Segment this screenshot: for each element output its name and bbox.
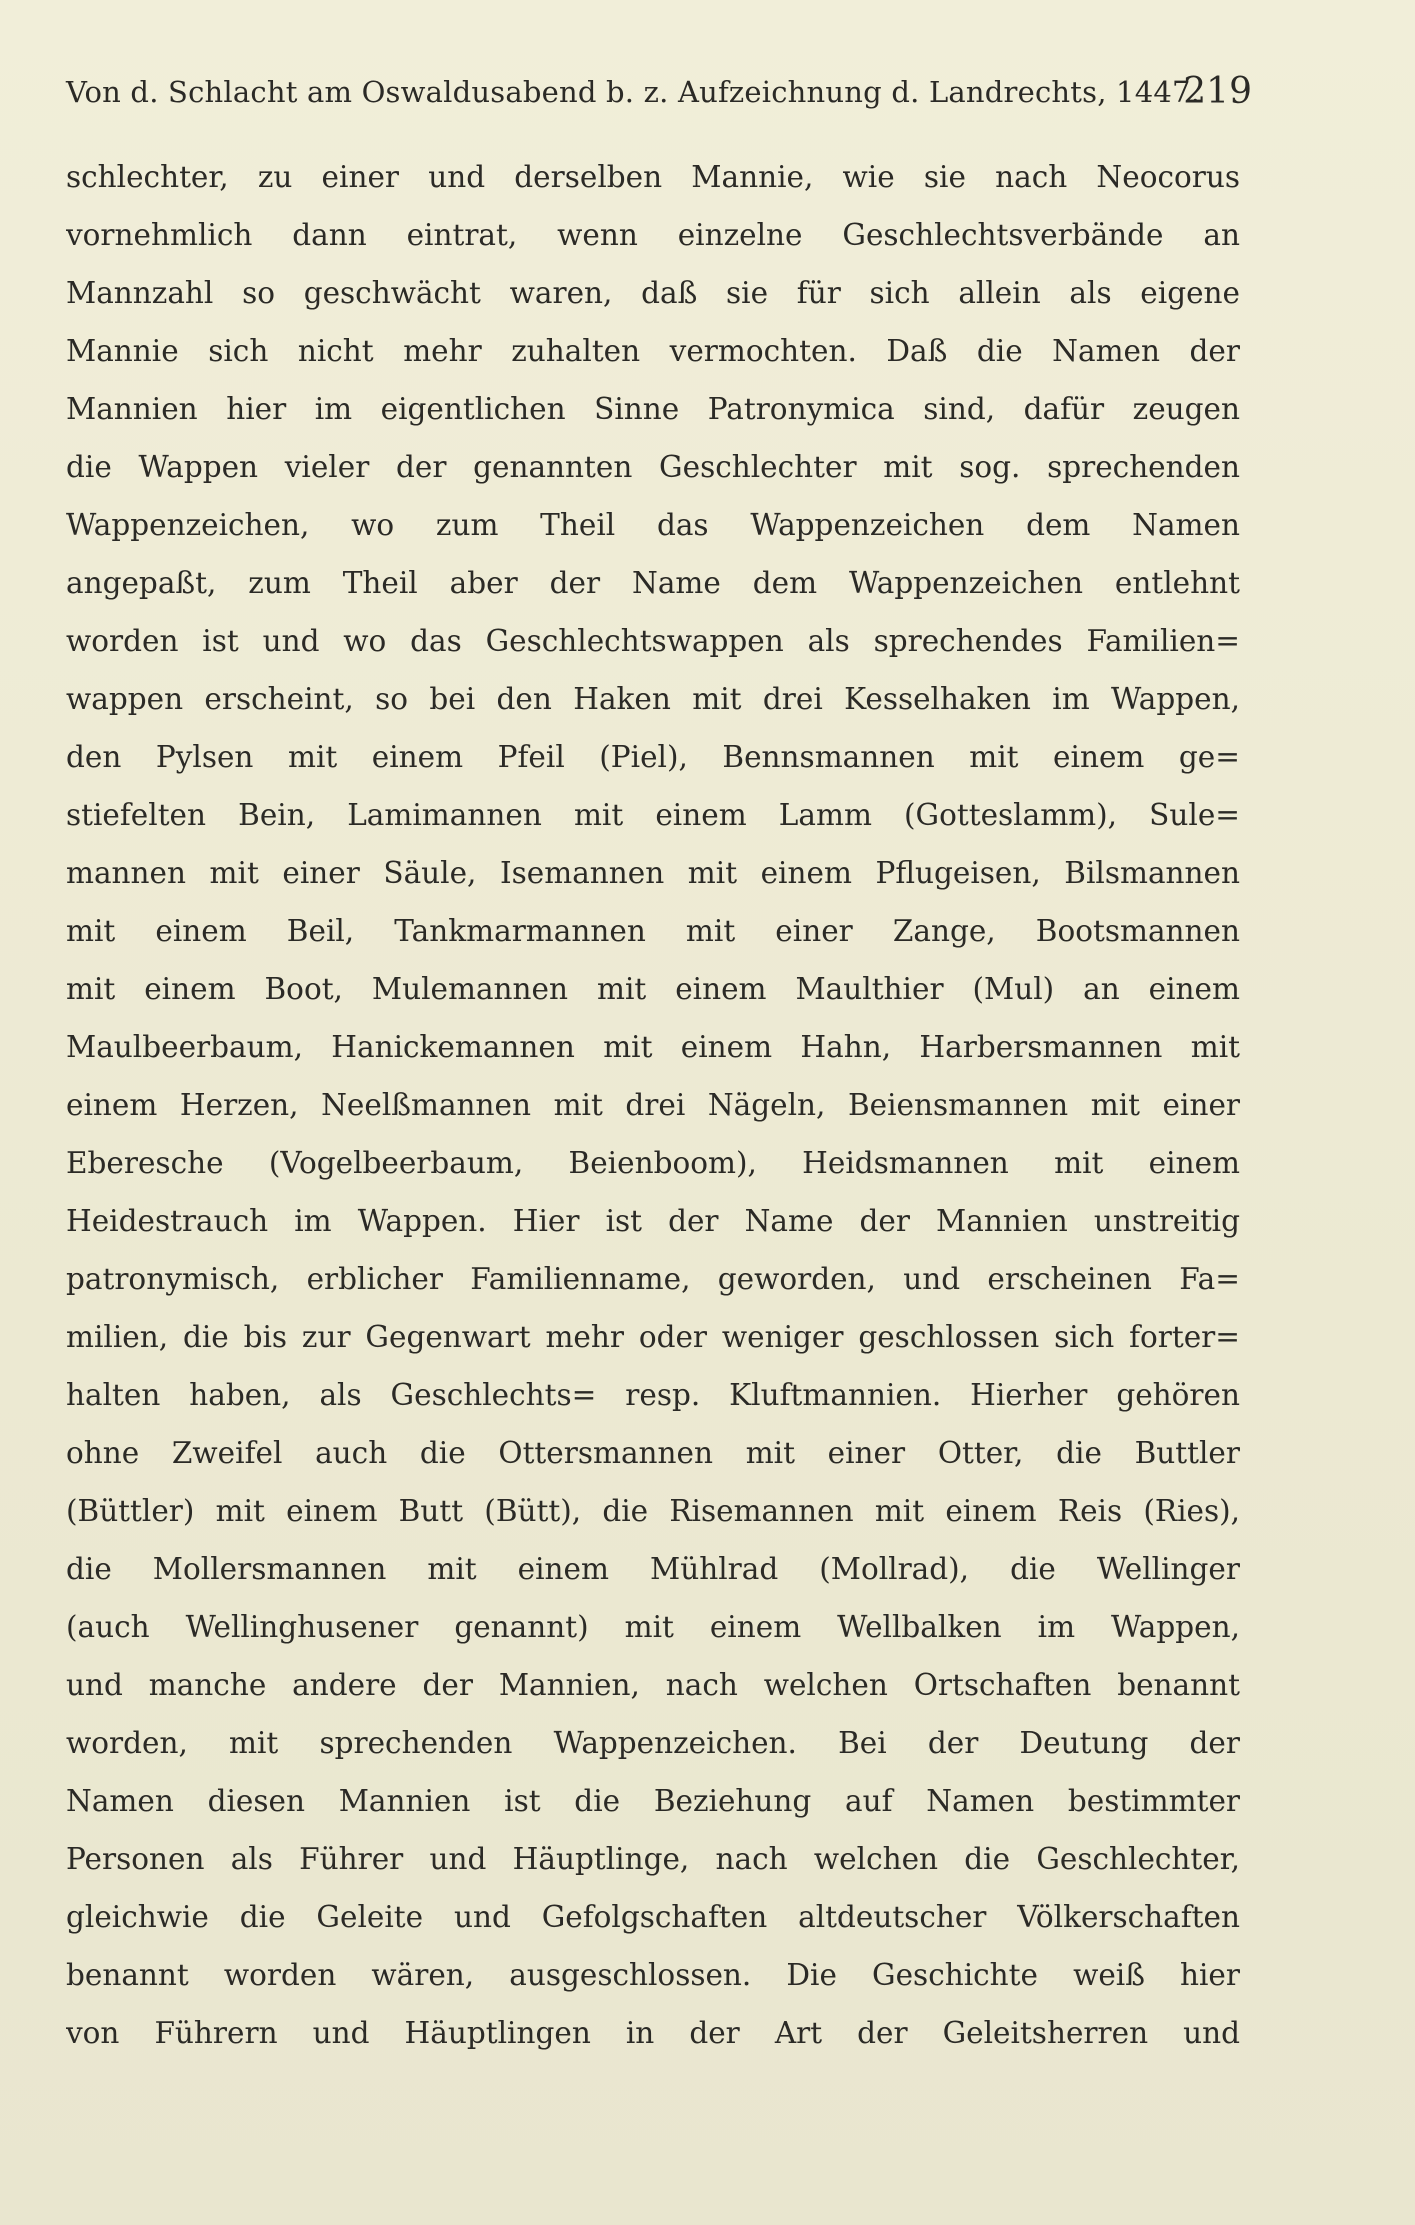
text-line: mit einem Boot, Mulemannen mit einem Maulthier (Mul) an einem xyxy=(66,972,1240,1006)
page-number: 219 xyxy=(1183,71,1252,112)
text-line: Mannzahl so geschwächt waren, daß sie für sich allein als eigene xyxy=(66,276,1240,310)
text-line: Wappenzeichen, wo zum Theil das Wappenzeichen dem Namen xyxy=(66,508,1240,542)
text-line: den Pylsen mit einem Pfeil (Piel), Bennsmannen mit einem ge= xyxy=(66,740,1240,774)
text-line: gleichwie die Geleite und Gefolgschaften altdeutscher Völkerschaften xyxy=(66,1900,1240,1934)
text-line: die Mollersmannen mit einem Mühlrad (Mollrad), die Wellinger xyxy=(66,1552,1240,1586)
text-line: mannen mit einer Säule, Isemannen mit einem Pflugeisen, Bilsmannen xyxy=(66,856,1240,890)
text-line: vornehmlich dann eintrat, wenn einzelne Geschlechtsverbände an xyxy=(66,218,1240,252)
text-line: schlechter, zu einer und derselben Mannie, wie sie nach Neocorus xyxy=(66,160,1240,194)
text-line: ohne Zweifel auch die Ottersmannen mit einer Otter, die Buttler xyxy=(66,1436,1240,1470)
text-line: milien, die bis zur Gegenwart mehr oder weniger geschlossen sich forter= xyxy=(66,1320,1240,1354)
text-line: stiefelten Bein, Lamimannen mit einem Lamm (Gotteslamm), Sule= xyxy=(66,798,1240,832)
text-line: (Büttler) mit einem Butt (Bütt), die Risemannen mit einem Reis (Ries), xyxy=(66,1494,1240,1528)
text-line: Mannie sich nicht mehr zuhalten vermochten. Daß die Namen der xyxy=(66,334,1240,368)
text-line: einem Herzen, Neelßmannen mit drei Nägeln, Beiensmannen mit einer xyxy=(66,1088,1240,1122)
body-paragraph xyxy=(66,148,1240,2062)
text-line: patronymisch, erblicher Familienname, geworden, und erscheinen Fa= xyxy=(66,1262,1240,1296)
text-line: (auch Wellinghusener genannt) mit einem Wellbalken im Wappen, xyxy=(66,1610,1240,1644)
text-line: angepaßt, zum Theil aber der Name dem Wappenzeichen entlehnt xyxy=(66,566,1240,600)
text-line: worden ist und wo das Geschlechtswappen als sprechendes Familien= xyxy=(66,624,1240,658)
text-line: und manche andere der Mannien, nach welchen Ortschaften benannt xyxy=(66,1668,1240,1702)
text-line: benannt worden wären, ausgeschlossen. Die Geschichte weiß hier xyxy=(66,1958,1240,1992)
running-header: Von d. Schlacht am Oswaldusabend b. z. Aufzeichnung d. Landrechts, 1447. xyxy=(66,75,1201,109)
text-line: Maulbeerbaum, Hanickemannen mit einem Hahn, Harbersmannen mit xyxy=(66,1030,1240,1064)
text-line: halten haben, als Geschlechts= resp. Kluftmannien. Hierher gehören xyxy=(66,1378,1240,1412)
text-line: Mannien hier im eigentlichen Sinne Patronymica sind, dafür zeugen xyxy=(66,392,1240,426)
text-line: von Führern und Häuptlingen in der Art der Geleitsherren und xyxy=(66,2016,1240,2050)
text-line: Personen als Führer und Häuptlinge, nach welchen die Geschlechter, xyxy=(66,1842,1240,1876)
text-line: Eberesche (Vogelbeerbaum, Beienboom), Heidsmannen mit einem xyxy=(66,1146,1240,1180)
text-line: wappen erscheint, so bei den Haken mit drei Kesselhaken im Wappen, xyxy=(66,682,1240,716)
text-line: Heidestrauch im Wappen. Hier ist der Name der Mannien unstreitig xyxy=(66,1204,1240,1238)
text-line: mit einem Beil, Tankmarmannen mit einer Zange, Bootsmannen xyxy=(66,914,1240,948)
text-line: die Wappen vieler der genannten Geschlechter mit sog. sprechenden xyxy=(66,450,1240,484)
text-line: Namen diesen Mannien ist die Beziehung auf Namen bestimmter xyxy=(66,1784,1240,1818)
text-line: worden, mit sprechenden Wappenzeichen. Bei der Deutung der xyxy=(66,1726,1240,1760)
